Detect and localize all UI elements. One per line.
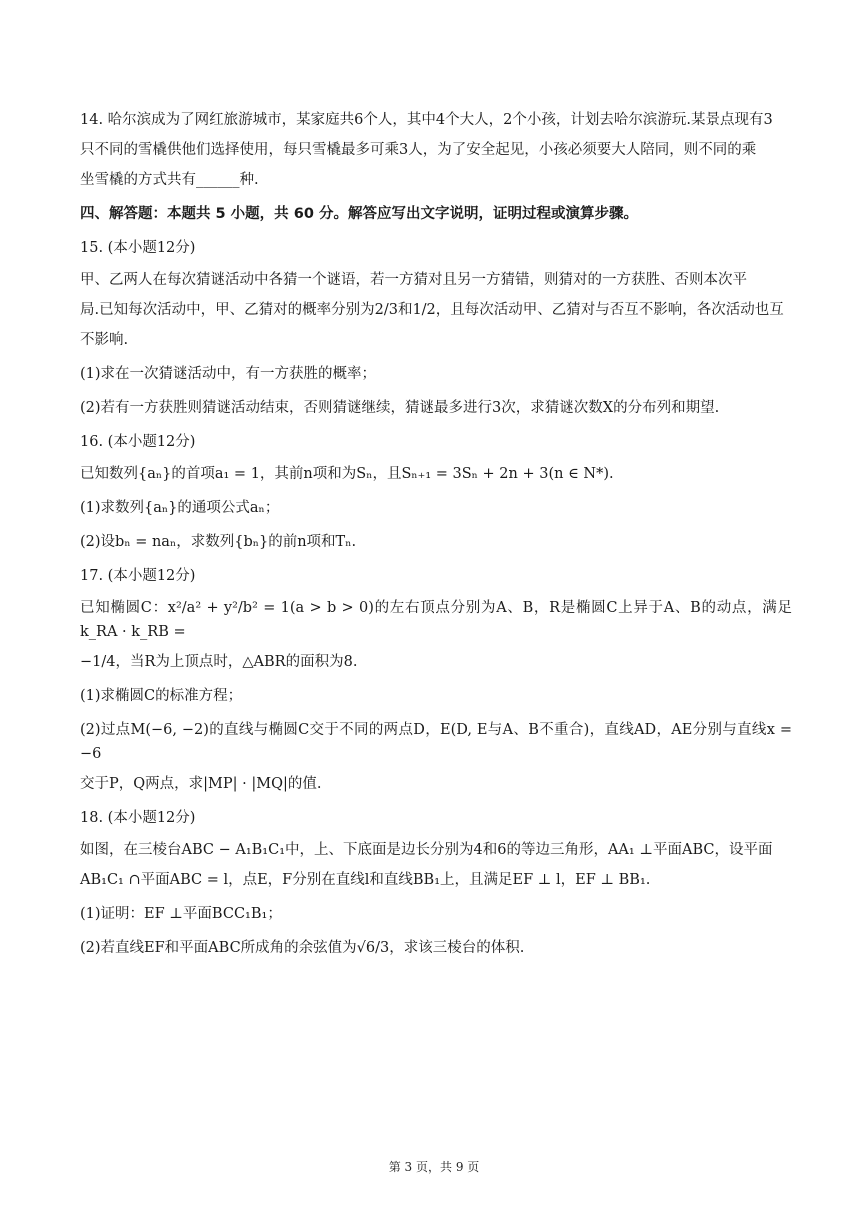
q18-part-2: (2)若直线EF和平面ABC所成角的余弦值为√6/3，求该三棱台的体积. — [80, 940, 525, 956]
q17-stem-2: −1/4，当R为上顶点时，△ABR的面积为8. — [80, 654, 358, 670]
question-16 — [80, 430, 792, 554]
q18-header: 18. (本小题12分) — [80, 810, 196, 826]
q15-stem-1: 甲、乙两人在每次猜谜活动中各猜一个谜语，若一方猜对且另一方猜错，则猜对的一方获胜、否则本次平 — [80, 272, 747, 288]
q18-stem-1: 如图，在三棱台ABC − A₁B₁C₁中，上、下底面是边长分别为4和6的等边三角形，AA₁ ⊥平面ABC，设平面 — [80, 842, 773, 858]
q14-line-1: 14. 哈尔滨成为了网红旅游城市，某家庭共6个人，其中4个大人，2个小孩，计划去哈尔滨游玩.某景点现有3 — [80, 112, 773, 128]
question-15 — [80, 236, 792, 420]
q18-stem-2: AB₁C₁ ∩平面ABC = l，点E，F分别在直线l和直线BB₁上，且满足EF ⊥ l，EF ⊥ BB₁. — [80, 872, 651, 888]
q17-part-1: (1)求椭圆C的标准方程； — [80, 688, 243, 704]
q15-header: 15. (本小题12分) — [80, 240, 196, 256]
q15-part-2: (2)若有一方获胜则猜谜活动结束，否则猜谜继续，猜谜最多进行3次，求猜谜次数X的分布列和期望. — [80, 400, 720, 416]
page-footer: 第 3 页，共 9 页 — [388, 1160, 480, 1174]
q14-line-3: 坐雪橇的方式共有______种. — [80, 172, 259, 188]
q16-stem: 已知数列{aₙ}的首项a₁ = 1，其前n项和为Sₙ，且Sₙ₊₁ = 3Sₙ + 2n + 3(n ∈ N*). — [80, 466, 614, 482]
q17-part-2-line-1: (2)过点M(−6, −2)的直线与椭圆C交于不同的两点D，E(D, E与A、B不重合)，直线AD，AE分别与直线x = −6 — [80, 722, 792, 762]
q17-part-2-line-2: 交于P，Q两点，求|MP| · |MQ|的值. — [80, 776, 322, 792]
q17-stem-1: 已知椭圆C：x²/a² + y²/b² = 1(a > b > 0)的左右顶点分别为A、B，R是椭圆C上异于A、B的动点，满足k_RA · k_RB = — [80, 600, 792, 640]
q17-header: 17. (本小题12分) — [80, 568, 196, 584]
question-17 — [80, 564, 792, 796]
question-18 — [80, 806, 792, 960]
q15-stem-3: 不影响. — [80, 332, 129, 348]
q15-part-1: (1)求在一次猜谜活动中，有一方获胜的概率； — [80, 366, 377, 382]
q16-header: 16. (本小题12分) — [80, 434, 196, 450]
q16-part-2: (2)设bₙ = naₙ，求数列{bₙ}的前n项和Tₙ. — [80, 534, 357, 550]
q18-part-1: (1)证明：EF ⊥平面BCC₁B₁； — [80, 906, 282, 922]
q15-stem-2: 局.已知每次活动中，甲、乙猜对的概率分别为2/3和1/2，且每次活动甲、乙猜对与否互不影响，各次活动也互 — [80, 302, 784, 318]
section-4-heading: 四、解答题：本题共 5 小题，共 60 分。解答应写出文字说明，证明过程或演算步骤。 — [80, 206, 638, 222]
page-content — [80, 108, 792, 970]
q16-part-1: (1)求数列{aₙ}的通项公式aₙ； — [80, 500, 280, 516]
question-14 — [80, 108, 792, 192]
q14-line-2: 只不同的雪橇供他们选择使用，每只雪橇最多可乘3人，为了安全起见，小孩必须要大人陪同，则不同的乘 — [80, 142, 757, 158]
